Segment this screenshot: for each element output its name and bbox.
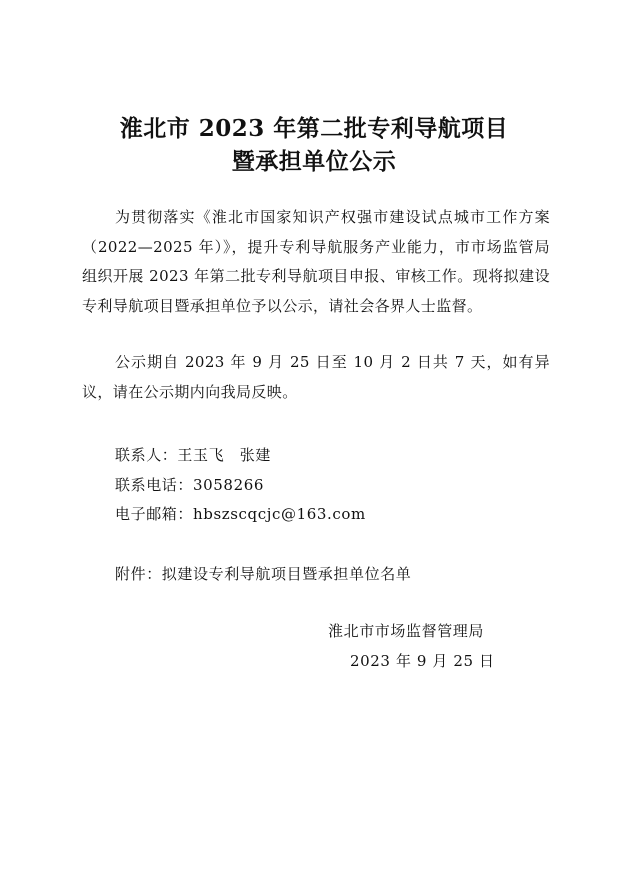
contact-email: 电子邮箱：hbszscqcjc@163.com (115, 505, 366, 523)
document-title-line2: 暨承担单位公示 (231, 148, 397, 175)
issuer-name: 淮北市市场监督管理局 (328, 622, 485, 640)
contact-phone: 联系电话：3058266 (115, 476, 265, 494)
attachment-note: 附件：拟建设专利导航项目暨承担单位名单 (115, 565, 412, 583)
body-paragraph-1: 为贯彻落实《淮北市国家知识产权强市建设试点城市工作方案（2022—2025 年）》，提升专利导航服务产业能力，市市场监管局组织开展 2023 年第二批专利导航项目申报、审核工作。现将拟建设专利导航项目暨承担单位予以公示，请社会各界人士监督。 (82, 208, 550, 315)
document-title-line1: 淮北市 2023 年第二批专利导航项目 (119, 115, 509, 142)
body-paragraph-2: 公示期自 2023 年 9 月 25 日至 10 月 2 日共 7 天，如有异议，请在公示期内向我局反映。 (82, 353, 550, 401)
issue-date: 2023 年 9 月 25 日 (350, 652, 495, 670)
contact-person: 联系人：王玉飞 张建 (115, 446, 272, 464)
